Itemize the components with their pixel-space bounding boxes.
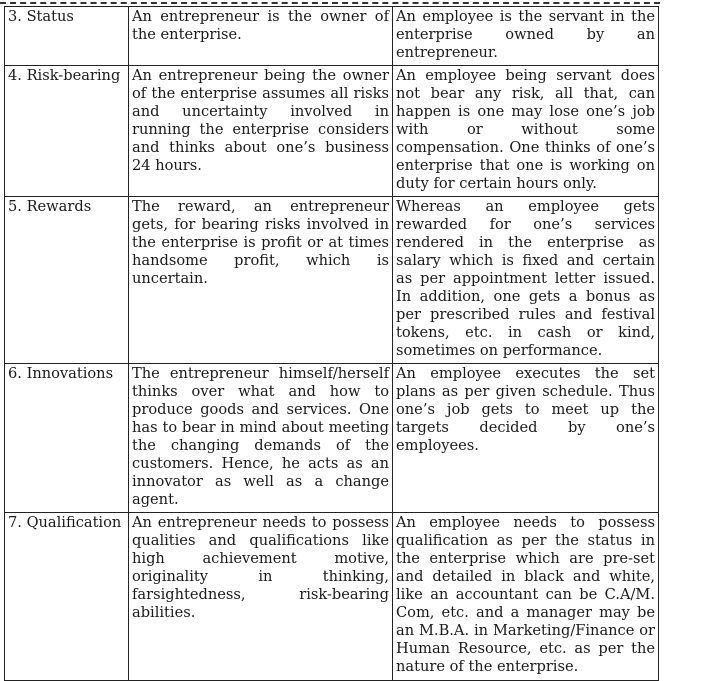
table-row-risk-bearing [5, 66, 659, 197]
employee-cell: An employee being servant does not bear any risk, all that, can happen is one may lose one’s job with or without some compensation. One thinks of one’s enterprise that one is working on duty for certain hours only. [393, 66, 659, 197]
entrepreneur-cell: The entrepreneur himself/herself thinks over what and how to produce goods and services. One has to bear in mind about meeting the changing demands of the customers. Hence, he acts as an innovator as well as a change agent. [129, 364, 393, 513]
aspect-cell: 3. Status [5, 7, 129, 66]
table-row-status [5, 7, 659, 66]
aspect-cell: 4. Risk-bearing [5, 66, 129, 197]
table-row-innovations [5, 364, 659, 513]
table-row-rewards [5, 197, 659, 364]
employee-cell: An employee is the servant in the enterprise owned by an entrepreneur. [393, 7, 659, 66]
table-row-qualification [5, 513, 659, 681]
employee-cell: Whereas an employee gets rewarded for one’s services rendered in the enterprise as salary which is fixed and certain as per appointment letter issued. In addition, one gets a bonus as per prescribed rules and festival tokens, etc. in cash or kind, sometimes on performance. [393, 197, 659, 364]
employee-cell: An employee executes the set plans as per given schedule. Thus one’s job gets to meet up the targets decided by one’s employees. [393, 364, 659, 513]
aspect-cell: 6. Innovations [5, 364, 129, 513]
entrepreneur-cell: An entrepreneur is the owner of the enterprise. [129, 7, 393, 66]
aspect-cell: 7. Qualification [5, 513, 129, 681]
entrepreneur-vs-employee-table [4, 6, 659, 681]
entrepreneur-cell: An entrepreneur needs to possess qualities and qualifications like high achievement motive, originality in thinking, farsightedness, risk-bearing abilities. [129, 513, 393, 681]
top-dashed-border [0, 2, 660, 4]
aspect-cell: 5. Rewards [5, 197, 129, 364]
entrepreneur-cell: The reward, an entrepreneur gets, for bearing risks involved in the enterprise is profit or at times handsome profit, which is uncertain. [129, 197, 393, 364]
entrepreneur-cell: An entrepreneur being the owner of the enterprise assumes all risks and uncertainty involved in running the enterprise considers and thinks about one’s business 24 hours. [129, 66, 393, 197]
employee-cell: An employee needs to possess qualification as per the status in the enterprise which are pre-set and detailed in black and white, like an accountant can be C.A/M. Com, etc. and a manager may be an M.B.A. in Marketing/Finance or Human Resource, etc. as per the nature of the enterprise. [393, 513, 659, 681]
